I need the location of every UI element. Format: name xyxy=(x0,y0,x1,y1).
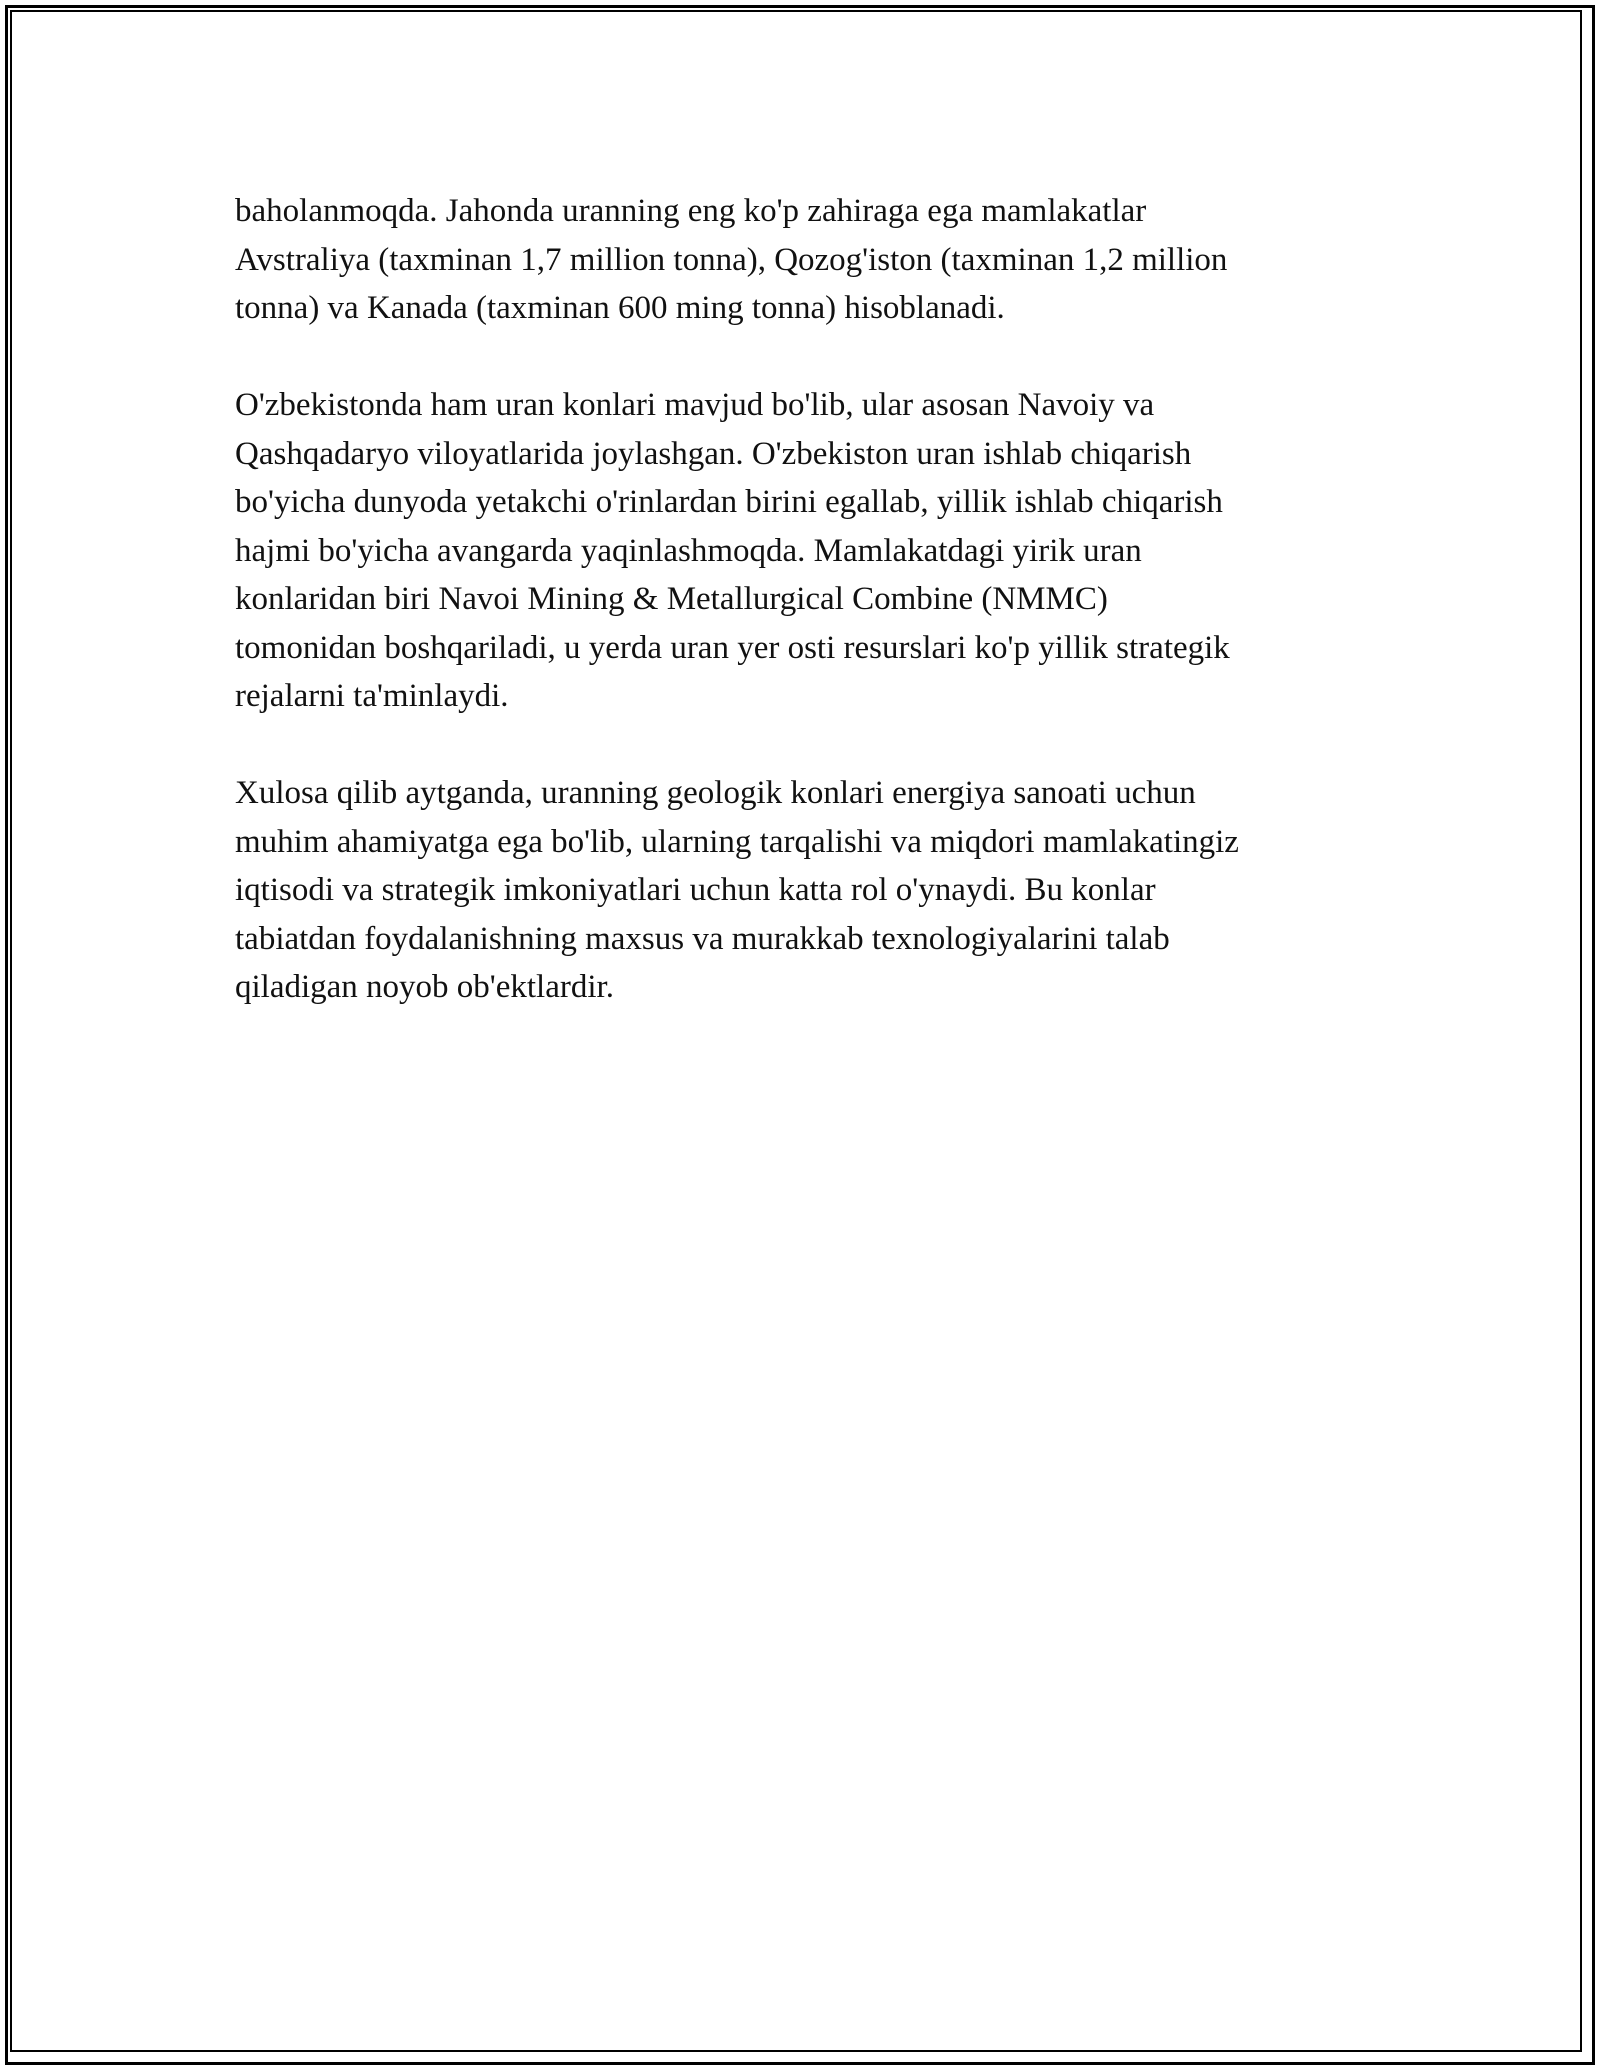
text-line: bo'yicha dunyoda yetakchi o'rinlardan birini egallab, yillik ishlab chiqarish xyxy=(235,484,1223,520)
text-line: hajmi bo'yicha avangarda yaqinlashmoqda. Mamlakatdagi yirik uran xyxy=(235,532,1142,569)
text-line: Qashqadaryo viloyatlarida joylashgan. O'zbekiston uran ishlab chiqarish xyxy=(235,435,1192,472)
text-line: Xulosa qilib aytganda, uranning geologik konlari energiya sanoati uchun xyxy=(235,775,1196,811)
text-line: tabiatdan foydalanishning maxsus va murakkab texnologiyalarini talab xyxy=(235,920,1170,957)
text-line: iqtisodi va strategik imkoniyatlari uchun katta rol o'ynaydi. Bu konlar xyxy=(235,872,1156,908)
text-line: baholanmoqda. Jahonda uranning eng ko'p zahiraga ega mamlakatlar xyxy=(235,193,1147,229)
text-line: tonna) va Kanada (taxminan 600 ming tonna) hisoblanadi. xyxy=(235,290,1005,326)
paragraph-3 xyxy=(235,769,1365,1012)
paragraph-1 xyxy=(235,187,1365,333)
paragraph-2 xyxy=(235,381,1365,721)
text-line: Avstraliya (taxminan 1,7 million tonna), Qozog'iston (taxminan 1,2 million xyxy=(235,241,1228,278)
text-line: rejalarni ta'minlaydi. xyxy=(235,678,509,714)
text-line: tomonidan boshqariladi, u yerda uran yer osti resurslari ko'p yillik strategik xyxy=(235,629,1230,666)
document-body xyxy=(235,187,1365,1060)
text-line: O'zbekistonda ham uran konlari mavjud bo'lib, ular asosan Navoiy va xyxy=(235,387,1155,423)
text-line: qiladigan noyob ob'ektlardir. xyxy=(235,969,614,1005)
text-line: konlaridan biri Navoi Mining & Metallurgical Combine (NMMC) xyxy=(235,581,1108,617)
text-line: muhim ahamiyatga ega bo'lib, ularning tarqalishi va miqdori mamlakatingiz xyxy=(235,823,1239,860)
